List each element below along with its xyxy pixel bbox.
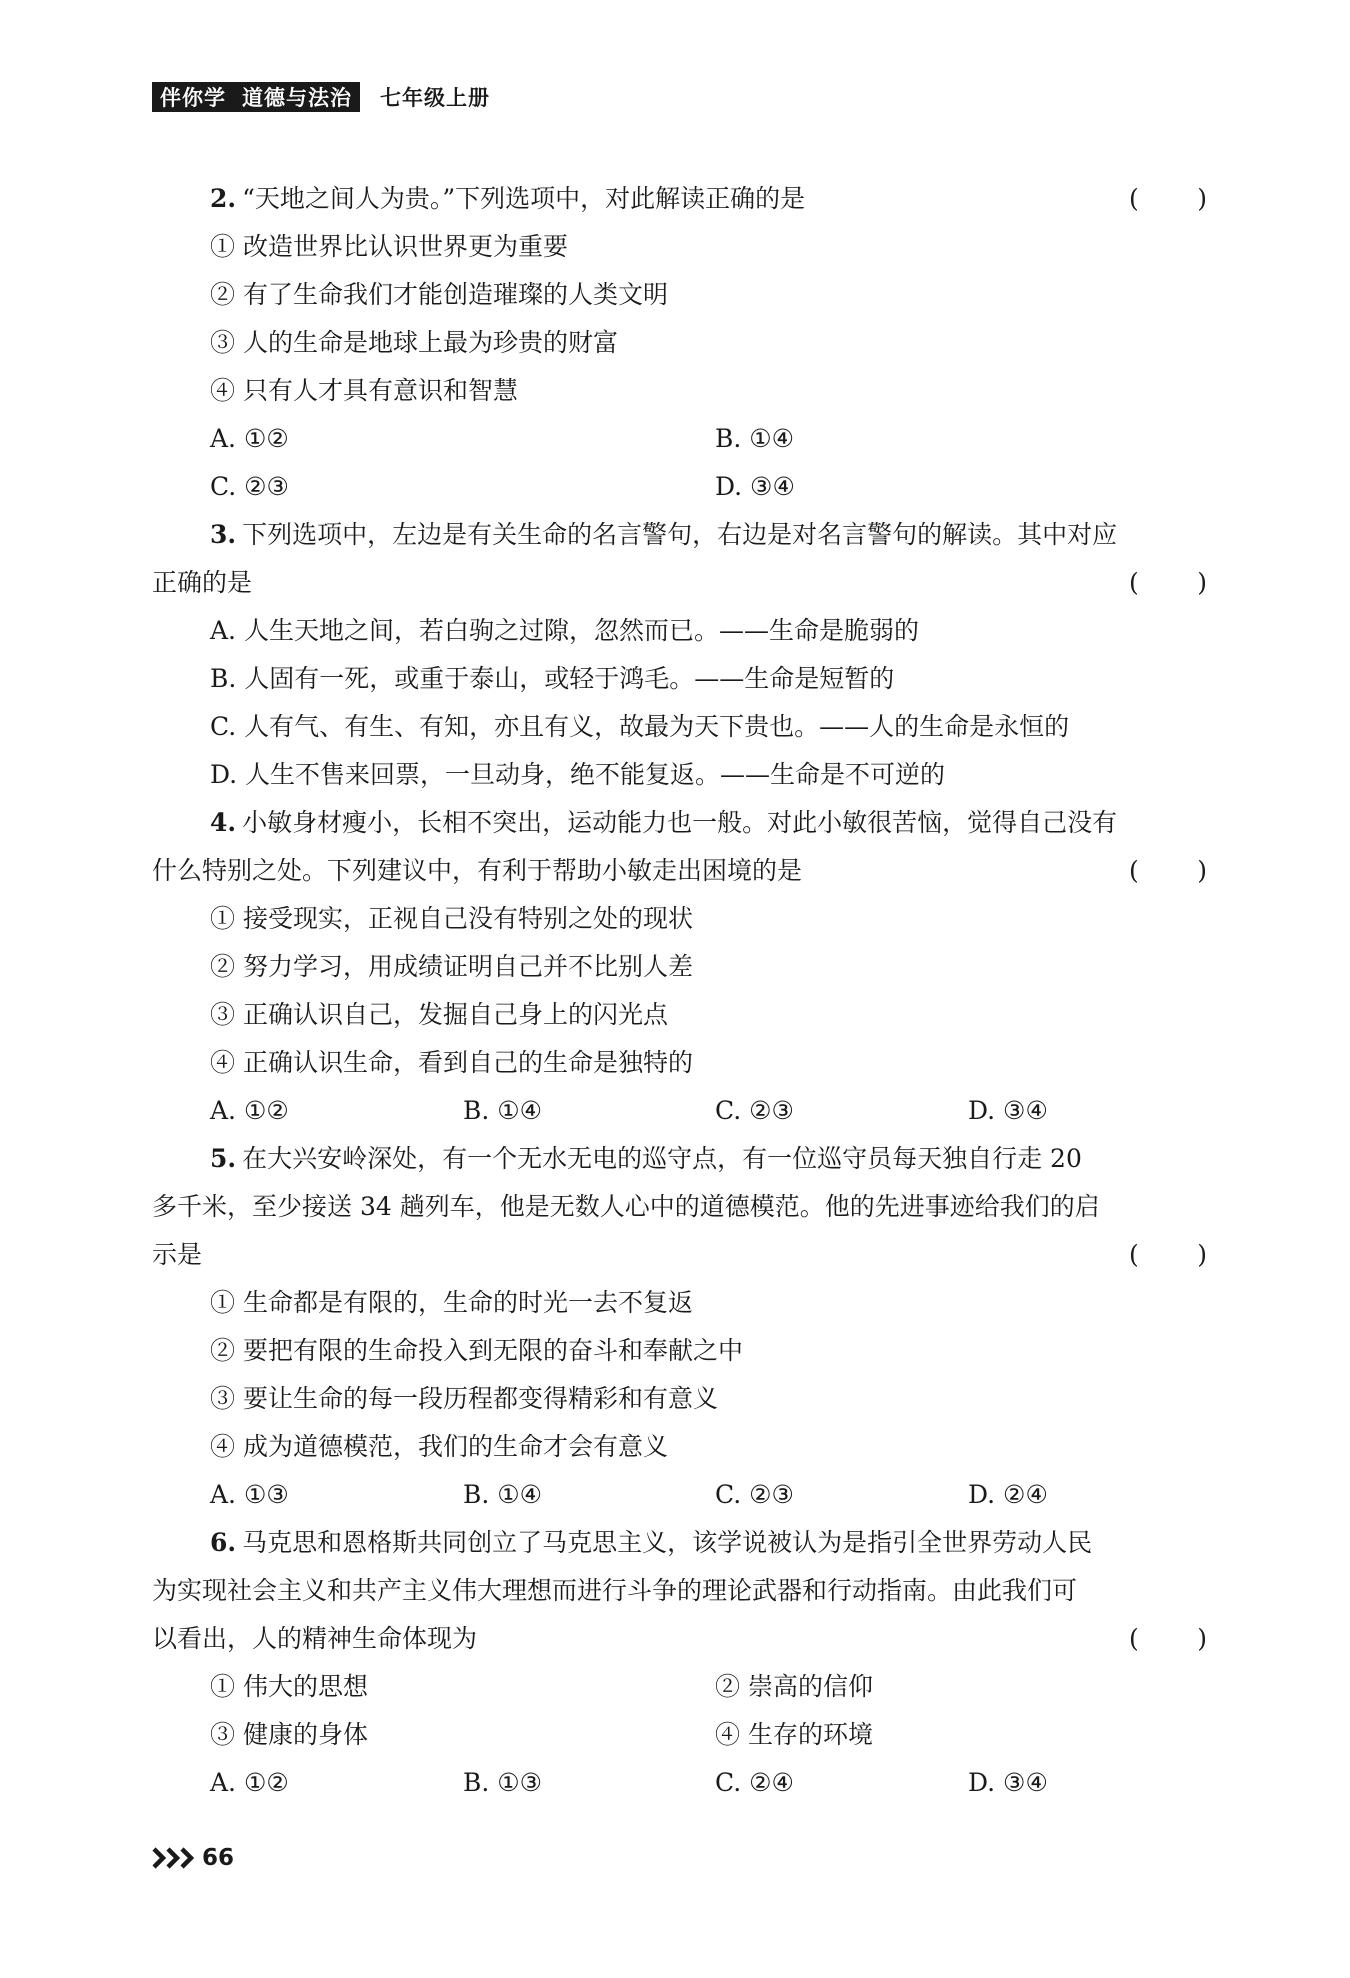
option-b: B. ①④ — [715, 424, 795, 453]
statement: ② 努力学习，用成绩证明自己并不比别人差 — [210, 952, 693, 981]
statement: ① 接受现实，正视自己没有特别之处的现状 — [210, 904, 693, 933]
statement: ④ 成为道德模范，我们的生命才会有意义 — [210, 1432, 668, 1461]
question-4-stem-cont — [152, 847, 1207, 895]
question-number: 4. — [210, 808, 237, 837]
triple-chevron-right-icon — [152, 1846, 196, 1870]
header-grade: 七年级上册 — [380, 86, 490, 110]
statement: ③ 人的生命是地球上最为珍贵的财富 — [210, 328, 618, 357]
question-text: 正确的是 — [152, 568, 253, 597]
option-a: A. ①② — [210, 1768, 289, 1797]
question-text: 下列选项中，左边是有关生命的名言警句，右边是对名言警句的解读。其中对应 — [242, 520, 1118, 549]
question-5-stem-cont — [152, 1231, 1207, 1279]
option-row — [152, 1471, 1207, 1519]
option-c: C. ②③ — [715, 1480, 794, 1509]
option-d: D. ③④ — [715, 472, 795, 501]
statement: ② 要把有限的生命投入到无限的奋斗和奉献之中 — [210, 1336, 743, 1365]
question-5-stem-cont: 多千米，至少接送 34 趟列车，他是无数人心中的道德模范。他的先进事迹给我们的启 — [152, 1192, 1100, 1221]
answer-bracket: ( ) — [1129, 184, 1207, 213]
header-brand: 伴你学 — [160, 86, 226, 110]
question-3-stem-cont — [152, 559, 1207, 607]
header-series-badge — [152, 82, 360, 112]
option-a: A. ①③ — [210, 1480, 289, 1509]
option-b: B. ①③ — [463, 1768, 543, 1797]
header-subject: 道德与法治 — [242, 86, 352, 110]
question-2-stem — [152, 175, 1207, 223]
question-text: 在大兴安岭深处，有一个无水无电的巡守点，有一位巡守员每天独自行走 20 — [242, 1144, 1082, 1173]
statement: ④ 正确认识生命，看到自己的生命是独特的 — [210, 1048, 693, 1077]
question-6-stem — [152, 1519, 1207, 1567]
question-3-stem — [152, 511, 1207, 559]
option-a: A. ①② — [210, 424, 289, 453]
question-text: “天地之间人为贵。”下列选项中，对此解读正确的是 — [242, 184, 806, 213]
statement: ① 改造世界比认识世界更为重要 — [210, 232, 568, 261]
statement: ③ 要让生命的每一段历程都变得精彩和有意义 — [210, 1384, 718, 1413]
page-header — [152, 82, 490, 112]
option-d: D. ③④ — [968, 1096, 1048, 1125]
option-d: D. ②④ — [968, 1480, 1048, 1509]
question-6-stem-cont — [152, 1615, 1207, 1663]
statement: ④ 只有人才具有意识和智慧 — [210, 376, 518, 405]
option-d: D. 人生不售来回票，一旦动身，绝不能复返。——生命是不可逆的 — [210, 760, 946, 789]
option-b: B. ①④ — [463, 1096, 543, 1125]
option-row — [152, 415, 1207, 463]
option-row — [152, 1759, 1207, 1807]
answer-bracket: ( ) — [1129, 856, 1207, 885]
answer-bracket: ( ) — [1129, 1240, 1207, 1269]
statement-row — [152, 1663, 1207, 1711]
statement: ① 生命都是有限的，生命的时光一去不复返 — [210, 1288, 693, 1317]
question-4-stem — [152, 799, 1207, 847]
option-d: D. ③④ — [968, 1768, 1048, 1797]
question-6-stem-cont: 为实现社会主义和共产主义伟大理想而进行斗争的理论武器和行动指南。由此我们可 — [152, 1576, 1078, 1605]
page-number: 66 — [202, 1845, 235, 1871]
question-text: 什么特别之处。下列建议中，有利于帮助小敏走出困境的是 — [152, 856, 803, 885]
question-number: 6. — [210, 1528, 237, 1557]
statement: ② 崇高的信仰 — [715, 1672, 873, 1701]
question-text: 小敏身材瘦小，长相不突出，运动能力也一般。对此小敏很苦恼，觉得自己没有 — [242, 808, 1118, 837]
answer-bracket: ( ) — [1129, 568, 1207, 597]
option-c: C. 人有气、有生、有知，亦且有义，故最为天下贵也。——人的生命是永恒的 — [210, 712, 1070, 741]
option-b: B. 人固有一死，或重于泰山，或轻于鸿毛。——生命是短暂的 — [210, 664, 895, 693]
question-text: 以看出，人的精神生命体现为 — [152, 1624, 478, 1653]
question-text: 马克思和恩格斯共同创立了马克思主义，该学说被认为是指引全世界劳动人民 — [242, 1528, 1093, 1557]
option-a: A. ①② — [210, 1096, 289, 1125]
option-c: C. ②④ — [715, 1768, 794, 1797]
question-number: 2. — [210, 184, 237, 213]
question-number: 5. — [210, 1144, 237, 1173]
option-row — [152, 463, 1207, 511]
statement: ③ 健康的身体 — [210, 1720, 368, 1749]
option-b: B. ①④ — [463, 1480, 543, 1509]
option-c: C. ②③ — [210, 472, 289, 501]
option-c: C. ②③ — [715, 1096, 794, 1125]
option-row — [152, 1087, 1207, 1135]
answer-bracket: ( ) — [1129, 1624, 1207, 1653]
statement: ② 有了生命我们才能创造璀璨的人类文明 — [210, 280, 668, 309]
statement: ① 伟大的思想 — [210, 1672, 368, 1701]
option-a: A. 人生天地之间，若白驹之过隙，忽然而已。——生命是脆弱的 — [210, 616, 919, 645]
question-5-stem — [152, 1135, 1207, 1183]
statement: ③ 正确认识自己，发掘自己身上的闪光点 — [210, 1000, 668, 1029]
statement: ④ 生存的环境 — [715, 1720, 873, 1749]
question-list — [152, 175, 1207, 1807]
question-text: 示是 — [152, 1240, 203, 1269]
page-footer — [152, 1845, 234, 1871]
question-number: 3. — [210, 520, 237, 549]
statement-row — [152, 1711, 1207, 1759]
